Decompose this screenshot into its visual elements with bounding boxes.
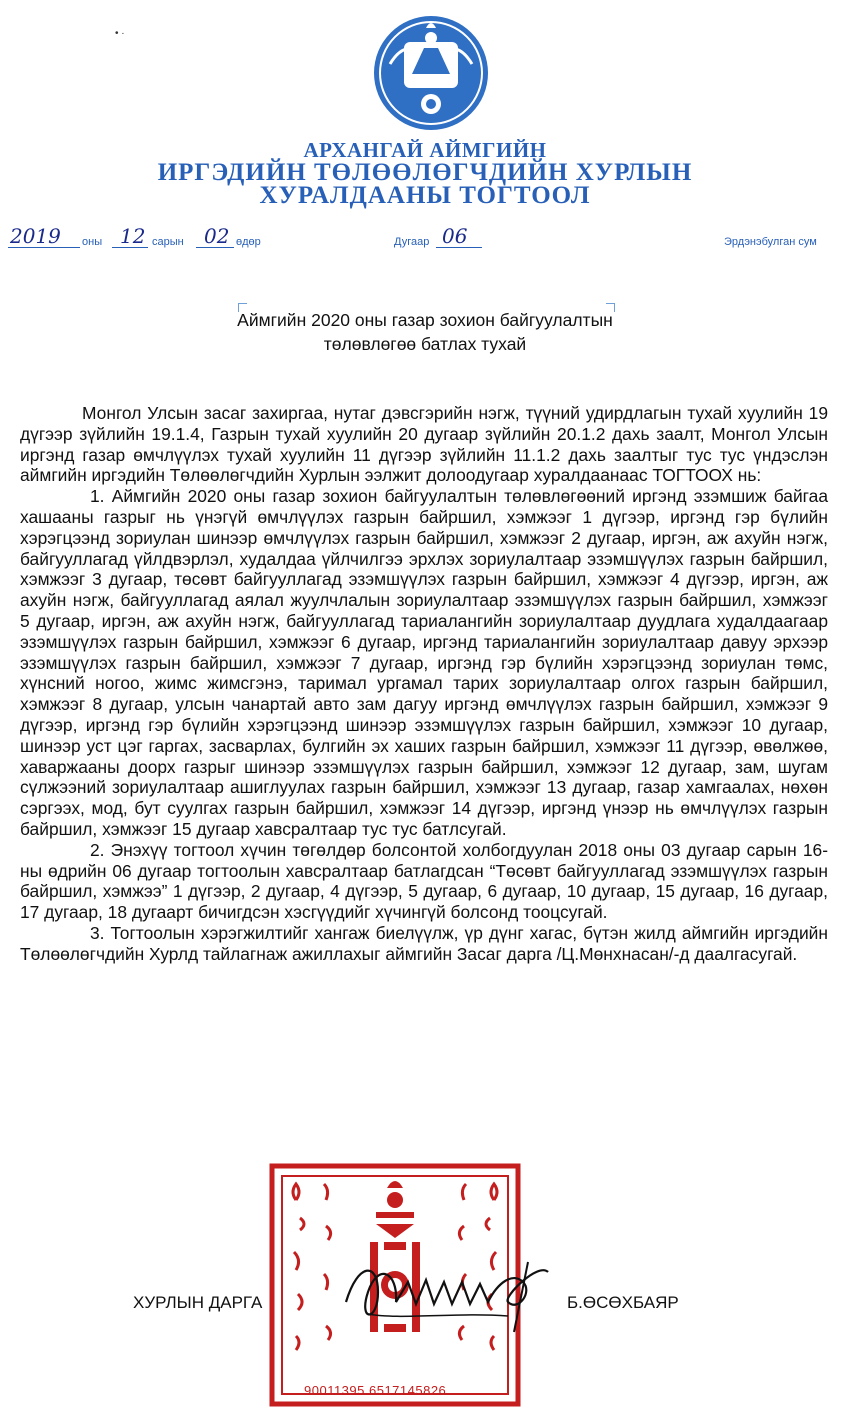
- scan-dots: • ·: [115, 28, 125, 39]
- resolution-item-2: 2. Энэхүү тогтоол хүчин төгөлдөр болсонтой холбогдуулан 2018 оны 03 дугаар сарын 16-ны өдрийн 06 дугаар тогтоолын хавсралтаар батлагдсан “Төсөвт байгууллагад эзэмшүүлэх газрын байршил, хэмжээ” 1 дүгээр, 2 дугаар, 4 дүгээр, 5 дугаар, 6 дугаар, 10 дугаар, 15 дугаар, 16 дугаар, 17 дугаар, 18 дугаарт бичигдсэн хэсгүүдийг хүчингүй болсонд тооцсугай.: [20, 839, 828, 923]
- day-underline: [196, 247, 234, 248]
- resolution-item-3: 3. Тогтоолын хэрэгжилтийг хангаж биелүүлж, үр дүнг хагас, бүтэн жилд аймгийн иргэдийн Төлөөлөгчдийн Хурлд тайлагнаж ажиллахыг аймгийн Засаг дарга /Ц.Мөнхнасан/-д даалгасугай.: [20, 922, 828, 964]
- number-underline: [436, 247, 482, 248]
- day-label: өдөр: [236, 236, 261, 248]
- handwritten-month: 12: [120, 224, 146, 248]
- intro-paragraph: Монгол Улсын засаг захиргаа, нутаг дэвсгэрийн нэгж, түүний удирдлагын тухай хуулийн 19 дүгээр зүйлийн 19.1.4, Газрын тухай хуулийн 20 дугаар зүйлийн 20.1.2 дахь заалт, Монгол Улсын иргэнд газар өмчлүүлэх тухай хуулийн 11 дүгээр зүйлийн 11.1.2 дахь заалтыг тус тус үндэслэн аймгийн иргэдийн Төлөөлөгчдийн Хурлын ээлжит долоодугаар хуралдаанаас ТОГТООХ нь:: [20, 403, 828, 486]
- year-underline: [8, 247, 80, 248]
- seal-number: 90011395 6517145826: [304, 1383, 447, 1398]
- header-line-2: ИРГЭДИЙН ТӨЛӨӨЛӨГЧДИЙН ХУРЛЫН: [157, 159, 693, 186]
- document-body: [20, 403, 828, 965]
- year-label: оны: [82, 236, 103, 248]
- signatory-role: ХУРЛЫН ДАРГА: [133, 1293, 263, 1312]
- signatory-name: Б.ӨСӨХБАЯР: [567, 1293, 679, 1312]
- state-emblem: [372, 14, 490, 132]
- handwritten-year: 2019: [10, 224, 61, 248]
- header-line-3: ХУРАЛДААНЫ ТОГТООЛ: [259, 182, 591, 209]
- month-underline: [112, 247, 148, 248]
- signature: [338, 1242, 558, 1352]
- place-label: Эрдэнэбулган сум: [724, 236, 817, 248]
- month-label: сарын: [152, 236, 184, 248]
- handwritten-day: 02: [204, 224, 230, 248]
- header-line-1: АРХАНГАЙ АЙМГИЙН: [303, 138, 547, 162]
- handwritten-number: 06: [442, 224, 468, 248]
- date-line: [8, 224, 844, 256]
- title-line-2: төлөвлөгөө батлах тухай: [323, 334, 527, 354]
- document-title: [0, 308, 850, 356]
- resolution-item-1: 1. Аймгийн 2020 оны газар зохион байгуулалтын төлөвлөгөөний иргэнд эзэмшиж байгаа хашааны газрыг нь үнэгүй өмчлүүлэх газрын байршил, хэмжээг 1 дүгээр, иргэнд гэр бүлийн хэрэгцээнд зориулан шинээр өмчлүүлэх газрын байршил, хэмжээг 2 дугаар, иргэн, аж ахуйн нэгж, байгууллагад үйлдвэрлэл, худалдаа үйлчилгээ эрхлэх зориулалтаар эзэмшүүлэх газрын байршил, хэмжээг 3 дугаар, төсөвт байгууллагад эзэмшүүлэх газрын байршил, хэмжээг 4 дүгээр, иргэн, аж ахуйн нэгж, байгууллагад аялал жуулчлалын зориулалтаар эзэмшүүлэх газрын байршил, хэмжээг 5 дугаар, иргэн, аж ахуйн нэгж, байгууллагад тариалангийн зориулалтаар дуудлага худалдаагаар эзэмшүүлэх газрын байршил, хэмжээг 6 дугаар, иргэнд тариалангийн зориулалтаар давуу эрхээр эзэмшүүлэх газрын байршил, хэмжээг 7 дугаар, иргэнд гэр бүлийн хэрэгцээнд зориулан төмс, хүнсний ногоо, жимс жимсгэнэ, таримал ургамал тарих зориулалтаар олгох газрын байршил, хэмжээг 8 дугаар, улсын чанартай авто зам дагуу иргэнд өмчлүүлэх газрын байршил, хэмжээг 9 дүгээр, иргэнд гэр бүлийн хэрэгцээнд шинээр эзэмшүүлэх газрын байршил, хэмжээг 10 дугаар, шинээр уст цэг гаргах, засварлах, булгийн эх хаших газрын байршил, хэмжээг 11 дүгээр, өвөлжөө, хаваржааны доорх газрыг шинээр эзэмшүүлэх газрын байршил, хэмжээг 12 дугаар, зам, шугам сүлжээний зориулалтаар ашиглуулах газрын байршил, хэмжээг 13 дугаар, газар хамгаалах, нөхөн сэргээх, мод, бут суулгах газрын байршил, хэмжээг 14 дүгээр, иргэнд үнээр нь өмчлүүлэх газрын байршил, хэмжээг 15 дугаар хавсралтаар тус тус батлсугай.: [20, 486, 828, 839]
- number-label: Дугаар: [394, 236, 430, 248]
- title-line-1: Аймгийн 2020 оны газар зохион байгуулалтын: [237, 310, 613, 330]
